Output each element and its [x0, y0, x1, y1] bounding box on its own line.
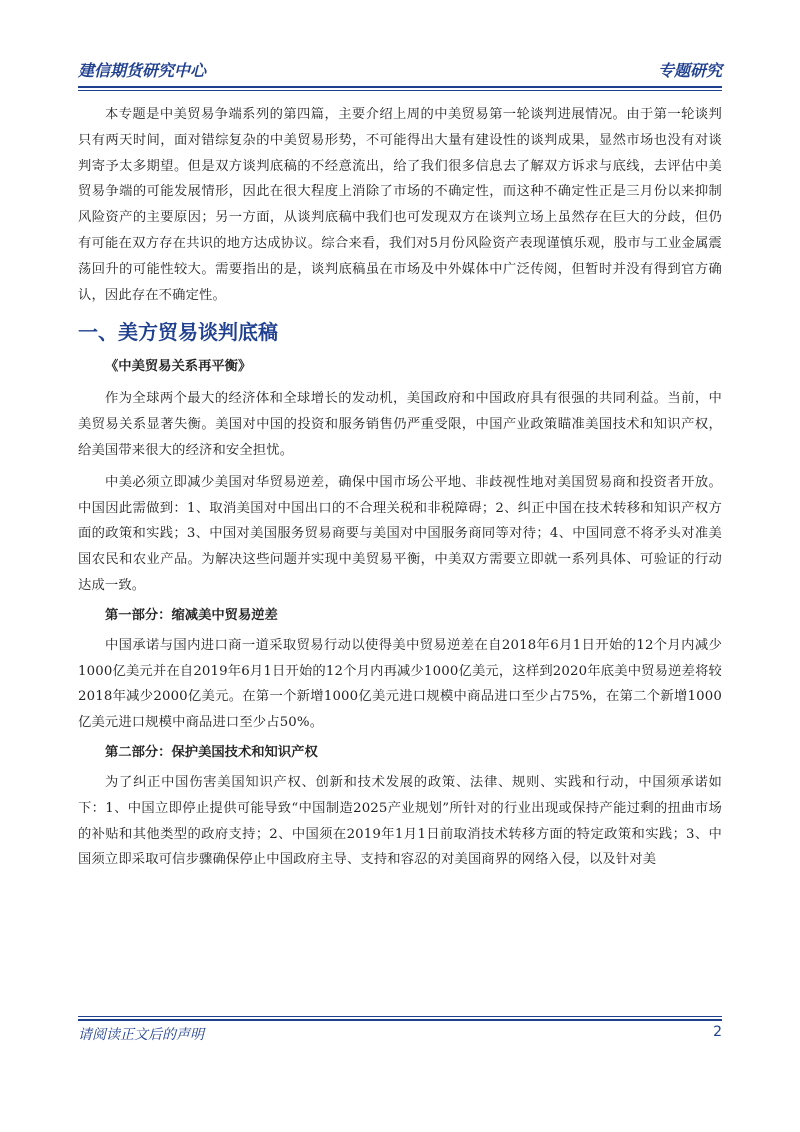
page-header: [78, 52, 722, 86]
page-number: 2: [713, 1024, 722, 1040]
footer-rule-thick: [78, 1019, 722, 1021]
section-heading: 一、美方贸易谈判底稿: [78, 320, 278, 345]
document-title: 《中美贸易关系再平衡》: [105, 359, 252, 375]
header-section: 专题研究: [657, 61, 722, 80]
part1-title: 第一部分：缩减美中贸易逆差: [105, 607, 278, 623]
header-rule-thin: [78, 90, 722, 91]
part2-title: 第二部分：保护美国技术和知识产权: [105, 744, 318, 760]
document-body: [78, 100, 722, 873]
disclaimer-note: 请阅读正文后的声明: [78, 1027, 204, 1043]
page-footer: [78, 1024, 722, 1048]
intro-paragraph: 本专题是中美贸易争端系列的第四篇，主要介绍上周的中美贸易第一轮谈判进展情况。由于第一轮谈判只有两天时间，面对错综复杂的中美贸易形势，不可能得出大量有建设性的谈判成果，显然市场也没有对谈判寄予太多期望。但是双方谈判底稿的不经意流出，给了我们很多信息去了解双方诉求与底线，去评估中美贸易争端的可能发展情形，因此在很大程度上消除了市场的不确定性，而这种不确定性正是三月份以来抑制风险资产的主要原因；另一方面，从谈判底稿中我们也可发现双方在谈判立场上虽然存在巨大的分歧，但仍有可能在双方存在共识的地方达成协议。综合来看，我们对5月份风险资产表现谨慎乐观，股市与工业金属震荡回升的可能性较大。需要指出的是，谈判底稿虽在市场及中外媒体中广泛传阅，但暂时并没有得到官方确认，因此存在不确定性。: [78, 107, 722, 303]
header-org: 建信期货研究中心: [78, 61, 207, 80]
part2-text: 为了纠正中国伤害美国知识产权、创新和技术发展的政策、法律、规则、实践和行动，中国须承诺如下：1、中国立即停止提供可能导致“中国制造2025产业规划”所针对的行业出现或保持产能过剩的扭曲市场的补贴和其他类型的政府支持；2、中国须在2019年1月1日前取消技术转移方面的特定政策和实践；3、中国须立即采取可信步骤确保停止中国政府主导、支持和容忍的对美国商界的网络入侵，以及针对美: [78, 774, 722, 868]
header-rule: [78, 86, 722, 88]
footer-rule: [78, 1016, 722, 1017]
paragraph-1: 作为全球两个最大的经济体和全球增长的发动机，美国政府和中国政府具有很强的共同利益。当前，中美贸易关系显著失衡。美国对中国的投资和服务销售仍严重受限，中国产业政策瞄准美国技术和知识产权，给美国带来很大的经济和安全担忧。: [78, 391, 722, 458]
part1-text: 中国承诺与国内进口商一道采取贸易行动以使得美中贸易逆差在自2018年6月1日开始的12个月内减少1000亿美元并在自2019年6月1日开始的12个月内再减少1000亿美元，这样到2020年底美中贸易逆差将较2018年减少2000亿美元。在第一个新增1000亿美元进口规模中商品进口至少占75%，在第二个新增1000亿美元进口规模中商品进口至少占50%。: [78, 637, 722, 731]
paragraph-2: 中美必须立即减少美国对华贸易逆差，确保中国市场公平地、非歧视性地对美国贸易商和投资者开放。中国因此需做到：1、取消美国对中国出口的不合理关税和非税障碍；2、纠正中国在技术转移和知识产权方面的政策和实践；3、中国对美国服务贸易商要与美国对中国服务商同等对待；4、中国同意不将矛头对准美国农民和农业产品。为解决这些问题并实现中美贸易平衡，中美双方需要立即就一系列具体、可验证的行动达成一致。: [78, 474, 722, 593]
